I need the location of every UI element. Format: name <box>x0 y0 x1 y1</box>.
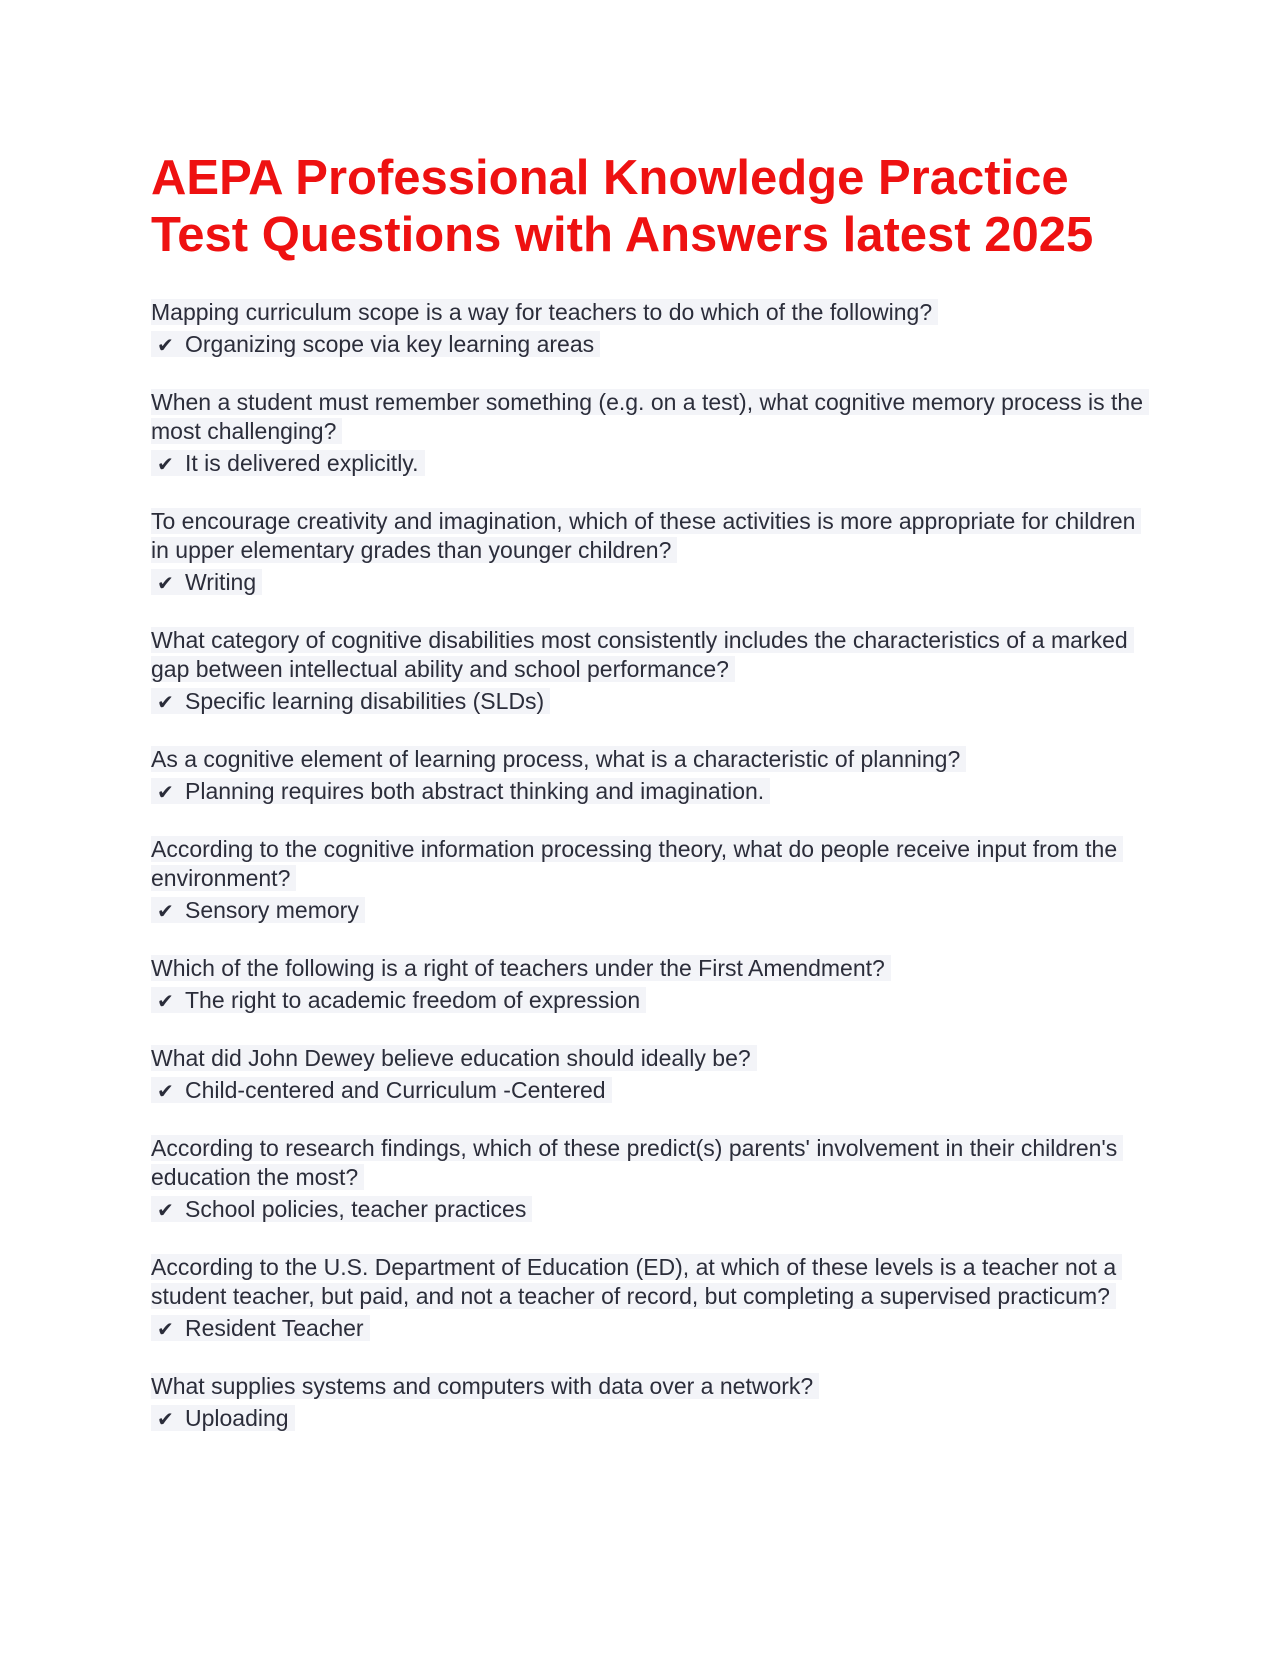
qa-item <box>151 626 1151 717</box>
check-mark-icon: ✔ <box>157 1079 174 1103</box>
question-text: What category of cognitive disabilities most consistently includes the characteristics of a marked gap between intellectual ability and school performance? <box>151 626 1151 684</box>
check-mark-icon: ✔ <box>157 1198 174 1222</box>
answer-text: ✔ Writing <box>151 568 1151 598</box>
question-text: As a cognitive element of learning process, what is a characteristic of planning? <box>151 745 1151 774</box>
check-mark-icon: ✔ <box>157 571 174 595</box>
answer-text: ✔ Sensory memory <box>151 896 1151 926</box>
check-mark-icon: ✔ <box>157 333 174 357</box>
check-mark-icon: ✔ <box>157 989 174 1013</box>
qa-item <box>151 1372 1151 1434</box>
question-text: Mapping curriculum scope is a way for teachers to do which of the following? <box>151 298 1151 327</box>
question-text: What supplies systems and computers with data over a network? <box>151 1372 1151 1401</box>
check-mark-icon: ✔ <box>157 452 174 476</box>
answer-text: ✔ Organizing scope via key learning areas <box>151 330 1151 360</box>
question-text: When a student must remember something (e.g. on a test), what cognitive memory process is the most challenging? <box>151 388 1151 446</box>
answer-text: ✔ Resident Teacher <box>151 1314 1151 1344</box>
answer-text: ✔ Child-centered and Curriculum -Centered <box>151 1076 1151 1106</box>
check-mark-icon: ✔ <box>157 1317 174 1341</box>
qa-list <box>151 298 1151 1434</box>
answer-text: ✔ School policies, teacher practices <box>151 1195 1151 1225</box>
question-text: According to research findings, which of these predict(s) parents' involvement in their children's education the most? <box>151 1134 1151 1192</box>
qa-item <box>151 1253 1151 1344</box>
answer-text: ✔ Planning requires both abstract thinking and imagination. <box>151 777 1151 807</box>
answer-text: ✔ The right to academic freedom of expression <box>151 986 1151 1016</box>
question-text: According to the cognitive information processing theory, what do people receive input from the environment? <box>151 835 1151 893</box>
qa-item <box>151 954 1151 1016</box>
check-mark-icon: ✔ <box>157 1407 174 1431</box>
answer-text: ✔ Specific learning disabilities (SLDs) <box>151 687 1151 717</box>
check-mark-icon: ✔ <box>157 780 174 804</box>
question-text: According to the U.S. Department of Education (ED), at which of these levels is a teacher not a student teacher, but paid, and not a teacher of record, but completing a supervised practicum? <box>151 1253 1151 1311</box>
document-page <box>151 150 1151 1462</box>
qa-item <box>151 507 1151 598</box>
question-text: To encourage creativity and imagination, which of these activities is more appropriate for children in upper elementary grades than younger children? <box>151 507 1151 565</box>
check-mark-icon: ✔ <box>157 690 174 714</box>
check-mark-icon: ✔ <box>157 899 174 923</box>
qa-item <box>151 745 1151 807</box>
qa-item <box>151 298 1151 360</box>
document-title: AEPA Professional Knowledge Practice Test Questions with Answers latest 2025 <box>151 151 1094 262</box>
question-text: Which of the following is a right of teachers under the First Amendment? <box>151 954 1151 983</box>
qa-item <box>151 1134 1151 1225</box>
qa-item <box>151 835 1151 926</box>
answer-text: ✔ It is delivered explicitly. <box>151 449 1151 479</box>
qa-item <box>151 388 1151 479</box>
qa-item <box>151 1044 1151 1106</box>
question-text: What did John Dewey believe education should ideally be? <box>151 1044 1151 1073</box>
answer-text: ✔ Uploading <box>151 1404 1151 1434</box>
